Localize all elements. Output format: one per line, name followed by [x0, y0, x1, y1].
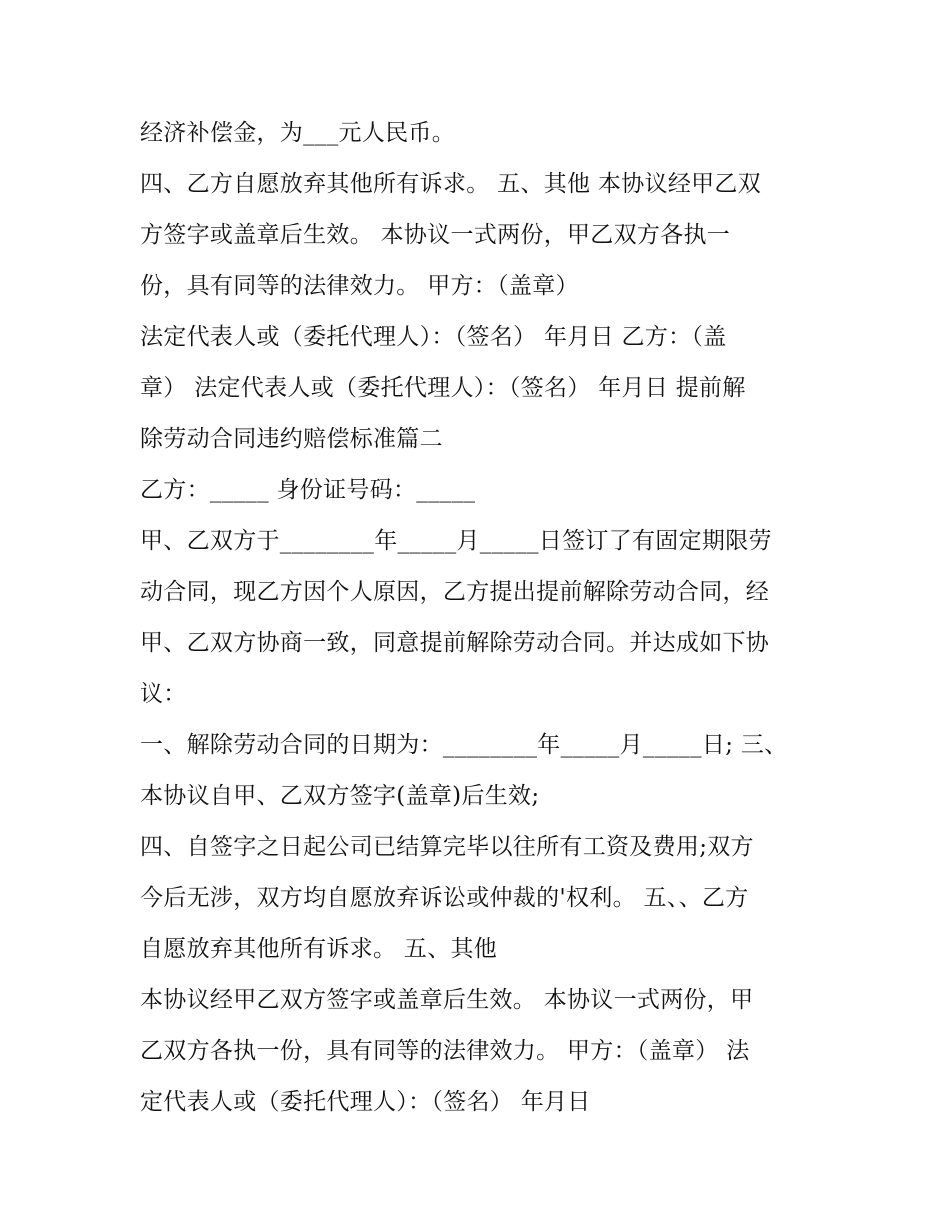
text-line: 动合同，现乙方因个人原因，乙方提出提前解除劳动合同，经	[140, 579, 770, 605]
text-line: 法定代表人或（委托代理人）：（签名） 年月日 乙方：（盖	[140, 324, 727, 350]
text-line: 经济补偿金，为___元人民币。	[140, 120, 455, 146]
text-line: 本协议自甲、乙双方签字(盖章)后生效;	[140, 783, 540, 809]
text-line: 今后无涉，双方均自愿放弃诉讼或仲裁的'权利。 五、、乙方	[140, 885, 749, 911]
text-line: 甲、乙双方于________年_____月_____日签订了有固定期限劳	[140, 528, 772, 554]
text-line: 定代表人或（委托代理人）：（签名） 年月日	[140, 1089, 591, 1115]
text-line: 乙方：_____ 身份证号码：_____	[140, 477, 476, 503]
section-heading: 除劳动合同违约赔偿标准篇二	[140, 426, 443, 452]
text-line: 自愿放弃其他所有诉求。 五、其他	[140, 936, 498, 962]
document-body	[140, 108, 820, 1128]
text-line: 四、乙方自愿放弃其他所有诉求。 五、其他 本协议经甲乙双	[140, 171, 762, 197]
text-line: 份，具有同等的法律效力。 甲方：（盖章）	[140, 273, 579, 299]
text-line: 本协议经甲乙双方签字或盖章后生效。 本协议一式两份，甲	[140, 987, 754, 1013]
text-line: 议：	[140, 681, 187, 707]
text-line: 一、解除劳动合同的日期为：________年_____月_____日; 三、	[140, 732, 788, 758]
text-line: 甲、乙双方协商一致，同意提前解除劳动合同。并达成如下协	[140, 630, 770, 656]
text-line: 四、自签字之日起公司已结算完毕以往所有工资及费用;双方	[140, 834, 754, 860]
text-line: 方签字或盖章后生效。 本协议一式两份，甲乙双方各执一	[140, 222, 731, 248]
text-line: 章） 法定代表人或（委托代理人）：（签名） 年月日 提前解	[140, 375, 746, 401]
text-line: 乙双方各执一份，具有同等的法律效力。 甲方：（盖章） 法	[140, 1038, 750, 1064]
